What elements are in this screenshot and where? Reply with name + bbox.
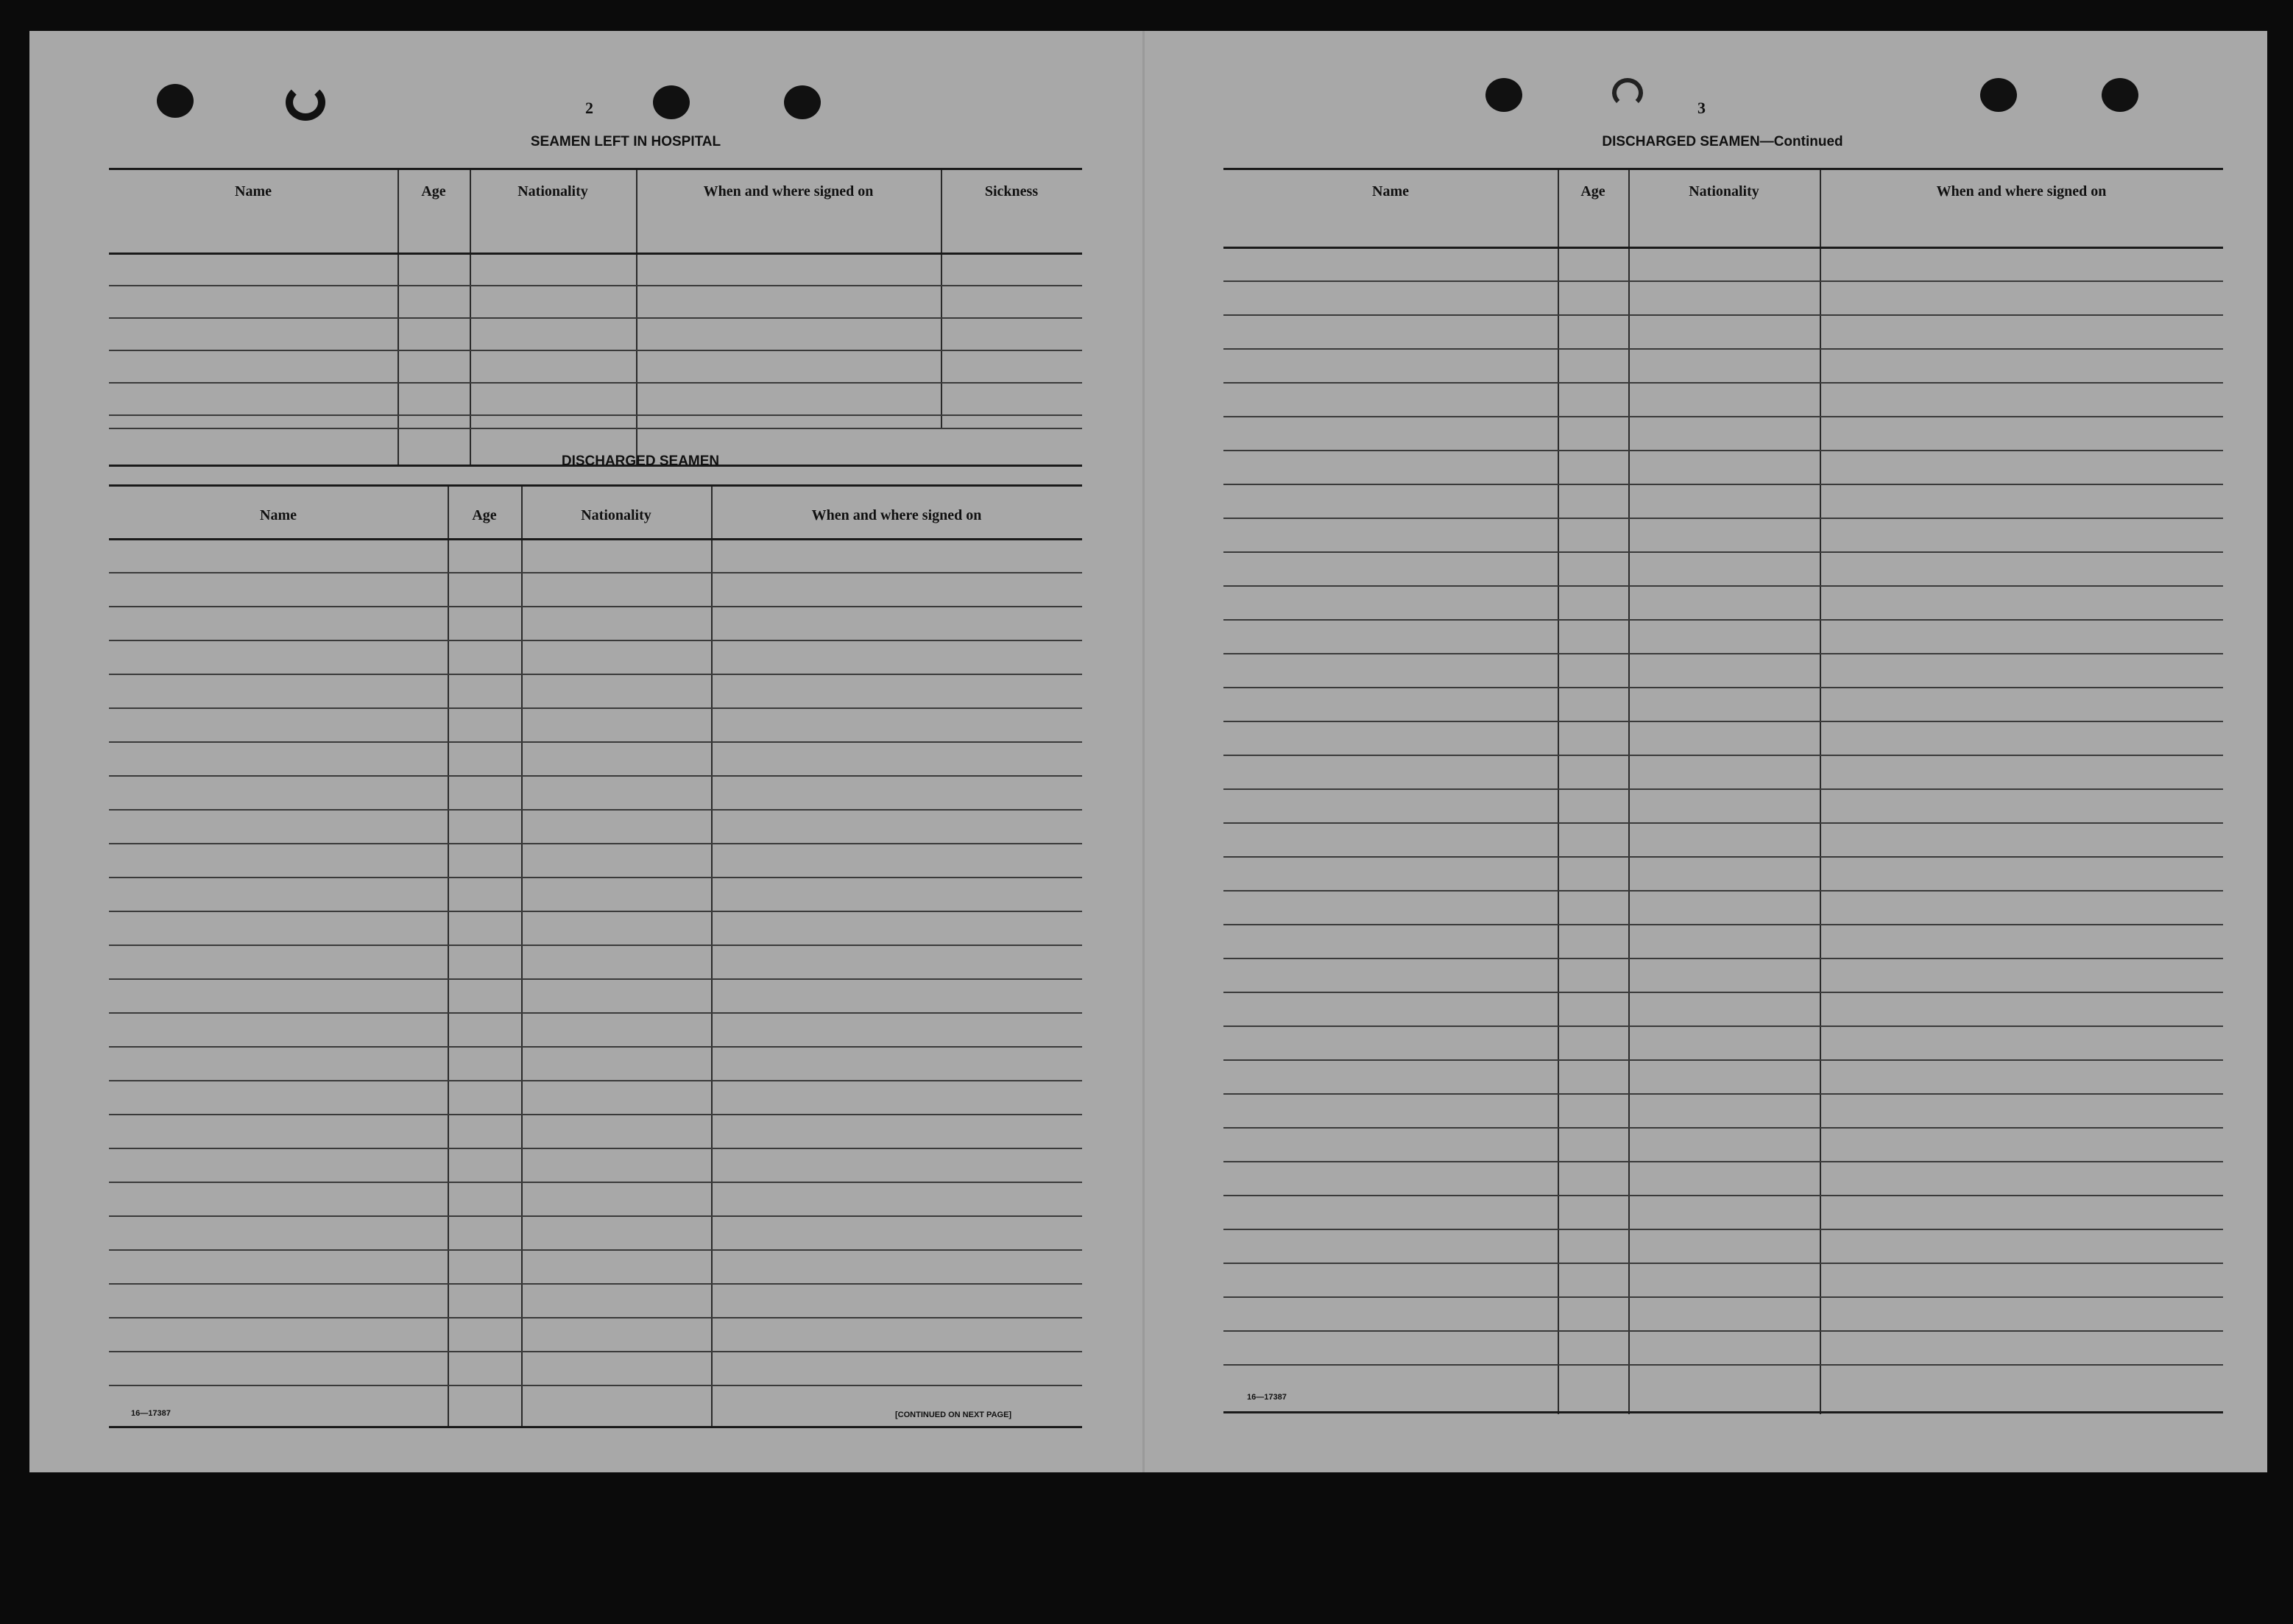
ruled-row bbox=[1223, 992, 2223, 993]
header-rule bbox=[109, 538, 1082, 540]
ruled-row bbox=[1223, 619, 2223, 621]
discharged-col-age: Age bbox=[472, 507, 497, 523]
ruled-row bbox=[109, 640, 1082, 641]
hospital-col-sickness: Sickness bbox=[984, 183, 1039, 200]
discharged-col-signed-on: When and where signed on bbox=[811, 507, 982, 523]
hospital-table bbox=[109, 168, 1082, 466]
discharged-cont-col-nationality: Nationality bbox=[1689, 183, 1759, 200]
ruled-row bbox=[109, 877, 1082, 878]
punch-hole bbox=[157, 84, 194, 118]
ruled-row bbox=[109, 1385, 1082, 1386]
ruled-row bbox=[109, 911, 1082, 912]
ruled-row bbox=[1223, 890, 2223, 892]
ruled-row bbox=[109, 1046, 1082, 1048]
ruled-row bbox=[1223, 551, 2223, 553]
punch-hole bbox=[1485, 78, 1522, 112]
ruled-row bbox=[109, 606, 1082, 607]
ruled-row bbox=[1223, 1161, 2223, 1162]
ruled-row bbox=[109, 1351, 1082, 1352]
ruled-row bbox=[1223, 1296, 2223, 1298]
table-bottom-rule bbox=[1223, 1411, 2223, 1413]
ruled-row bbox=[1223, 416, 2223, 417]
ruled-row bbox=[1223, 653, 2223, 654]
ruled-row bbox=[109, 1148, 1082, 1149]
ruled-row bbox=[1223, 856, 2223, 858]
page-fold bbox=[1142, 31, 1145, 1472]
ruled-row bbox=[1223, 687, 2223, 688]
ruled-row bbox=[109, 775, 1082, 777]
hospital-col-signed-on: When and where signed on bbox=[703, 183, 874, 200]
hospital-col-name: Name bbox=[235, 183, 272, 200]
document-sheet bbox=[29, 31, 2267, 1472]
ruled-row bbox=[1223, 721, 2223, 722]
discharged-section-title: DISCHARGED SEAMEN bbox=[561, 453, 720, 469]
discharged-cont-col-age: Age bbox=[1580, 183, 1605, 200]
header-rule bbox=[109, 253, 1082, 255]
ruled-row bbox=[1223, 585, 2223, 587]
ruled-row bbox=[1223, 1025, 2223, 1027]
ruled-row bbox=[109, 843, 1082, 844]
ruled-row bbox=[1223, 1093, 2223, 1095]
punch-hole bbox=[1612, 78, 1643, 107]
ruled-row bbox=[1223, 280, 2223, 282]
ruled-row bbox=[109, 674, 1082, 675]
ruled-row bbox=[1223, 1059, 2223, 1061]
ruled-row bbox=[109, 572, 1082, 573]
ruled-row bbox=[109, 978, 1082, 980]
ruled-row bbox=[1223, 314, 2223, 316]
ruled-row bbox=[109, 1317, 1082, 1318]
ruled-row bbox=[109, 1182, 1082, 1183]
ruled-row bbox=[109, 317, 1082, 319]
punch-hole bbox=[784, 85, 821, 119]
ruled-row bbox=[1223, 924, 2223, 925]
ruled-row bbox=[109, 1114, 1082, 1115]
ruled-row bbox=[1223, 1229, 2223, 1230]
continued-note: [CONTINUED ON NEXT PAGE] bbox=[895, 1411, 1012, 1419]
ruled-row bbox=[1223, 755, 2223, 756]
discharged-continued-suffix: —Continued bbox=[1759, 134, 1843, 149]
column-divider bbox=[941, 170, 942, 428]
ruled-row bbox=[1223, 1330, 2223, 1332]
ruled-row bbox=[109, 1283, 1082, 1285]
ruled-row bbox=[109, 1215, 1082, 1217]
discharged-continued-title bbox=[1516, 134, 1929, 150]
ruled-row bbox=[1223, 1263, 2223, 1264]
discharged-col-name: Name bbox=[260, 507, 297, 523]
column-divider bbox=[1820, 170, 1821, 1414]
ruled-row bbox=[109, 1080, 1082, 1081]
discharged-continued-title-main: DISCHARGED SEAMEN bbox=[1602, 134, 1760, 149]
ruled-row bbox=[1223, 484, 2223, 485]
column-divider bbox=[521, 487, 523, 1427]
discharged-table-right bbox=[1223, 168, 2223, 1414]
header-rule bbox=[1223, 247, 2223, 249]
hospital-col-age: Age bbox=[421, 183, 446, 200]
ruled-row bbox=[1223, 1364, 2223, 1366]
table-bottom-rule bbox=[109, 1426, 1082, 1428]
punch-hole bbox=[653, 85, 690, 119]
form-number-left: 16—17387 bbox=[131, 1409, 171, 1418]
ruled-row bbox=[1223, 450, 2223, 451]
discharged-col-nationality: Nationality bbox=[581, 507, 651, 523]
ruled-row bbox=[1223, 788, 2223, 790]
ruled-row bbox=[1223, 822, 2223, 824]
ruled-row bbox=[109, 428, 1082, 429]
column-divider bbox=[711, 487, 713, 1427]
ruled-row bbox=[109, 285, 1082, 286]
page-number-right: 3 bbox=[1697, 99, 1706, 117]
ruled-row bbox=[1223, 1195, 2223, 1196]
ruled-row bbox=[109, 414, 1082, 416]
page-number-left: 2 bbox=[585, 99, 593, 117]
ruled-row bbox=[109, 741, 1082, 743]
ruled-row bbox=[109, 382, 1082, 384]
form-number-right: 16—17387 bbox=[1247, 1393, 1287, 1402]
hospital-section-title: SEAMEN LEFT IN HOSPITAL bbox=[530, 134, 721, 149]
discharged-cont-col-signed-on: When and where signed on bbox=[1936, 183, 2107, 200]
ruled-row bbox=[1223, 348, 2223, 350]
punch-hole bbox=[2102, 78, 2138, 112]
discharged-cont-col-name: Name bbox=[1372, 183, 1409, 200]
ruled-row bbox=[109, 809, 1082, 811]
ruled-row bbox=[1223, 1127, 2223, 1129]
ruled-row bbox=[109, 350, 1082, 351]
ruled-row bbox=[109, 945, 1082, 946]
ruled-row bbox=[109, 707, 1082, 709]
hospital-col-nationality: Nationality bbox=[517, 183, 588, 200]
punch-hole bbox=[286, 84, 325, 121]
ruled-row bbox=[109, 1249, 1082, 1251]
ruled-row bbox=[1223, 382, 2223, 384]
column-divider bbox=[1628, 170, 1630, 1414]
punch-hole bbox=[1980, 78, 2017, 112]
ruled-row bbox=[109, 1012, 1082, 1014]
column-divider bbox=[448, 487, 449, 1427]
discharged-table-left bbox=[109, 484, 1082, 1429]
ruled-row bbox=[1223, 958, 2223, 959]
ruled-row bbox=[1223, 518, 2223, 519]
column-divider bbox=[1558, 170, 1559, 1414]
